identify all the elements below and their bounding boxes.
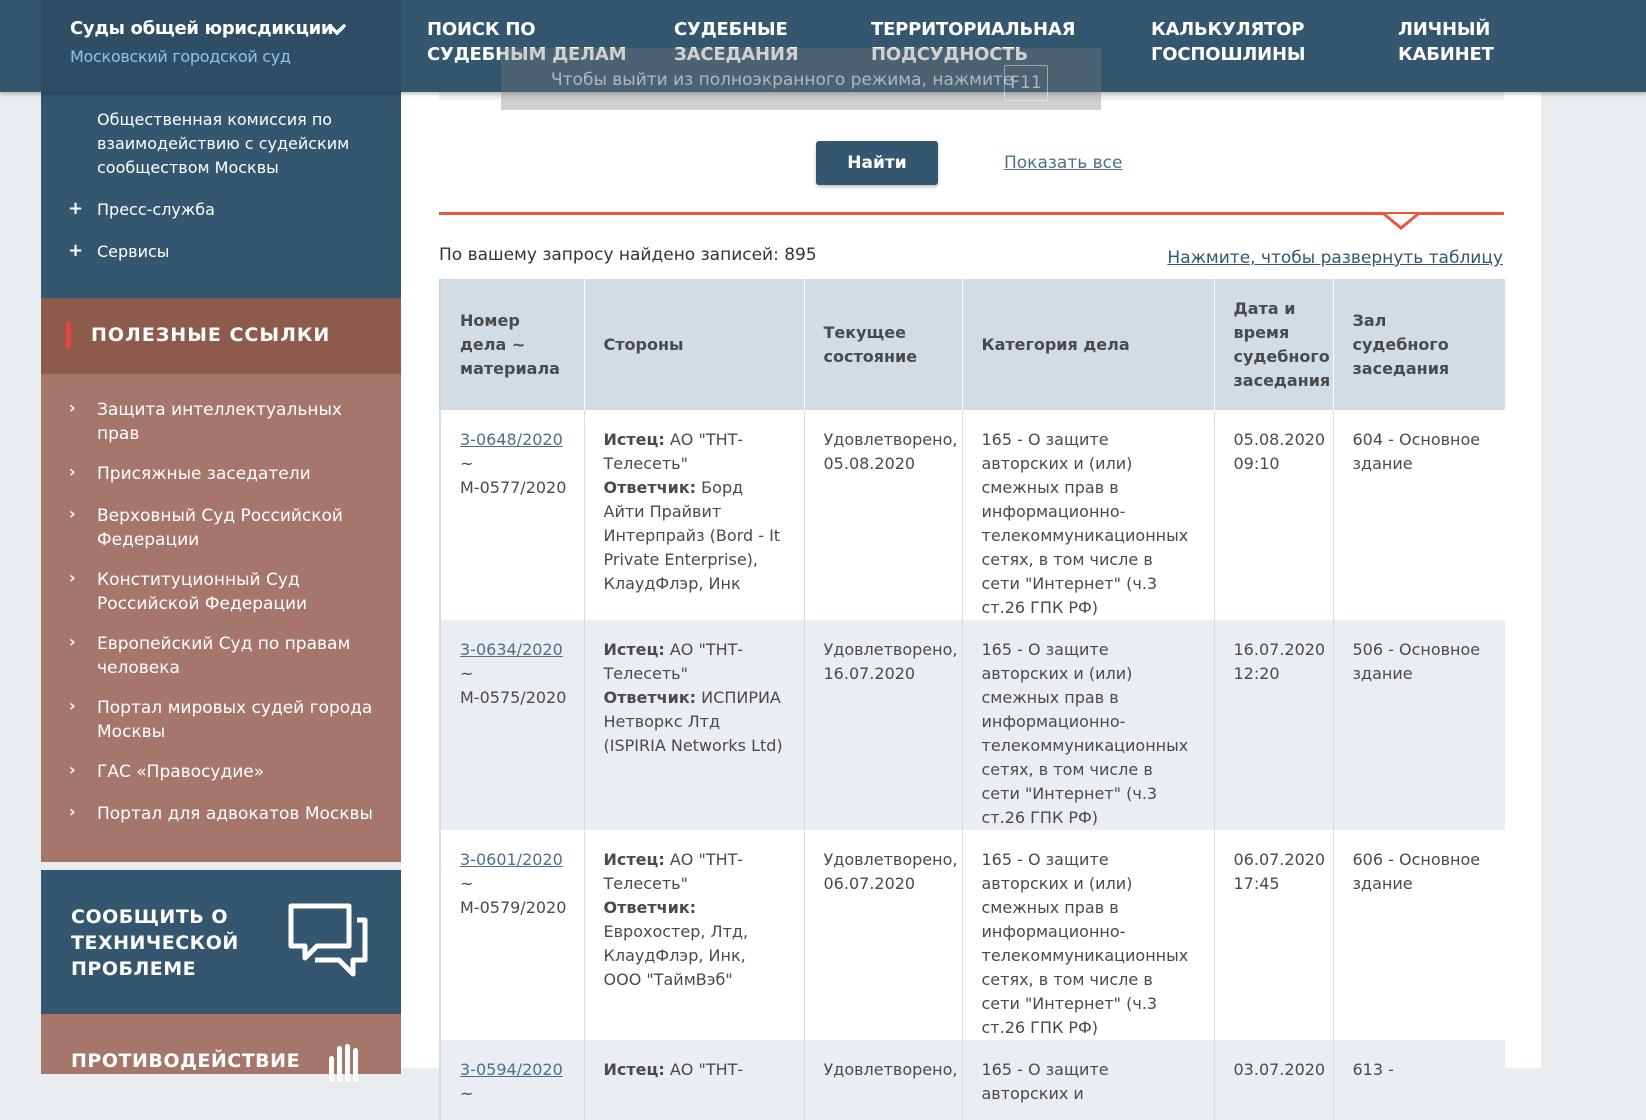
cell-datetime: 16.07.2020 12:20 <box>1214 620 1333 830</box>
cell-parties <box>584 410 804 620</box>
defendant-label: Ответчик: <box>603 478 697 497</box>
results-table <box>439 279 1505 1120</box>
case-number-link[interactable]: 3-0594/2020 <box>460 1060 563 1079</box>
left-sidebar <box>41 92 401 1072</box>
table-row <box>440 620 1505 830</box>
cell-hall: 613 - <box>1333 1040 1505 1120</box>
cell-category: 165 - О защите авторских и (или) смежных прав в информационно-телекоммуникационных сетях, в том числе в сети "Интернет" (ч.3 ст.26 ГПК РФ) <box>962 410 1214 620</box>
column-header-datetime: Дата и время судебного заседания <box>1214 279 1333 410</box>
defendant-label: Ответчик: <box>603 688 697 707</box>
table-row <box>440 1040 1505 1120</box>
nav-court-sessions-line1: СУДЕБНЫЕ <box>674 19 788 40</box>
find-button[interactable]: Найти <box>816 141 938 185</box>
chevron-right-icon: › <box>69 802 76 821</box>
useful-links-header <box>41 298 401 374</box>
material-number: ~ М-0575/2020 <box>460 664 567 707</box>
results-count: По вашему запросу найдено записей: 895 <box>439 245 817 265</box>
material-number: ~ М-0579/2020 <box>460 874 567 917</box>
column-header-case-number[interactable]: Номер дела ~ материала <box>440 279 584 410</box>
plaintiff-value: АО "ТНТ-Телесеть" <box>603 640 744 683</box>
cell-case-number <box>440 1040 584 1120</box>
cell-case-number <box>440 830 584 1040</box>
column-header-hall: Зал судебного заседания <box>1333 279 1505 410</box>
link-label[interactable]: Защита интеллектуальных прав <box>97 400 342 444</box>
link-label[interactable]: Европейский Суд по правам человека <box>97 634 351 678</box>
chevron-right-icon: › <box>69 398 76 417</box>
chevron-right-icon: › <box>69 568 76 587</box>
chat-bubbles-icon <box>287 902 369 980</box>
nav-personal-account[interactable] <box>1398 17 1494 67</box>
nav-fee-calculator-line2: ГОСПОШЛИНЫ <box>1151 44 1306 65</box>
expand-table-link[interactable]: Нажмите, чтобы развернуть таблицу <box>1167 248 1503 268</box>
nav-jurisdiction-line1: ТЕРРИТОРИАЛЬНАЯ <box>871 19 1076 40</box>
fullscreen-notice-text: Чтобы выйти из полноэкранного режима, нажмите <box>551 70 1014 90</box>
anti-corruption-label: ПРОТИВОДЕЙСТВИЕ <box>71 1050 301 1072</box>
link-label[interactable]: Конституционный Суд Российской Федерации <box>97 570 308 614</box>
defendant-label: Ответчик: <box>603 898 697 917</box>
cell-status: Удовлетворено, 05.08.2020 <box>804 410 962 620</box>
cell-hall: 506 - Основное здание <box>1333 620 1505 830</box>
cell-category: 165 - О защите авторских и (или) смежных прав в информационно-телекоммуникационных сетях, в том числе в сети "Интернет" (ч.3 ст.26 ГПК РФ) <box>962 830 1214 1040</box>
hand-icon <box>325 1042 367 1082</box>
cell-category: 165 - О защите авторских и <box>962 1040 1214 1120</box>
report-problem-label: СООБЩИТЬ О ТЕХНИЧЕСКОЙ ПРОБЛЕМЕ <box>71 906 239 980</box>
nav-court-sessions-line2: ЗАСЕДАНИЯ <box>674 44 799 65</box>
useful-links-list <box>41 374 401 862</box>
divider-notch <box>1384 212 1418 230</box>
sidebar-item-press[interactable]: Пресс-служба <box>97 200 215 219</box>
anti-corruption-banner[interactable] <box>41 1014 401 1074</box>
material-number: ~ М-0577/2020 <box>460 454 567 497</box>
nav-jurisdiction-line2: ПОДСУДНОСТЬ <box>871 44 1028 65</box>
link-label[interactable]: Верховный Суд Российской Федерации <box>97 506 343 550</box>
cell-datetime: 05.08.2020 09:10 <box>1214 410 1333 620</box>
table-row <box>440 830 1505 1040</box>
report-problem-banner[interactable] <box>41 870 401 1014</box>
chevron-right-icon: › <box>69 504 76 523</box>
nav-fee-calculator-line1: КАЛЬКУЛЯТОР <box>1151 19 1305 40</box>
column-header-parties: Стороны <box>584 279 804 410</box>
plaintiff-value: АО "ТНТ- <box>669 1060 744 1079</box>
column-header-status: Текущее состояние <box>804 279 962 410</box>
defendant-value: ИСПИРИА Нетворкс Лтд (ISPIRIA Networks Ltd) <box>603 688 783 755</box>
cell-case-number <box>440 620 584 830</box>
cell-hall: 604 - Основное здание <box>1333 410 1505 620</box>
defendant-value: Борд Айти Прайвит Интерпрайз (Bord - It Private Enterprise), КлаудФлэр, Инк <box>603 478 781 593</box>
cell-status: Удовлетворено, <box>804 1040 962 1120</box>
plus-icon[interactable]: + <box>68 198 84 219</box>
plaintiff-label: Истец: <box>603 850 665 869</box>
show-all-link[interactable]: Показать все <box>1004 153 1123 173</box>
court-name-label: Московский городской суд <box>70 47 291 66</box>
useful-links-title: ПОЛЕЗНЫЕ ССЫЛКИ <box>91 324 331 346</box>
plus-icon[interactable]: + <box>68 240 84 261</box>
plaintiff-value: АО "ТНТ-Телесеть" <box>603 430 744 473</box>
column-header-category: Категория дела <box>962 279 1214 410</box>
main-content <box>401 92 1541 1103</box>
material-number: ~ <box>460 1084 474 1103</box>
chevron-right-icon: › <box>69 696 76 715</box>
plaintiff-label: Истец: <box>603 430 665 449</box>
cell-parties <box>584 830 804 1040</box>
defendant-value: Еврохостер, Лтд, КлаудФлэр, Инк, ООО "ТаймВэб" <box>603 922 749 989</box>
case-number-link[interactable]: 3-0648/2020 <box>460 430 563 449</box>
plaintiff-label: Истец: <box>603 1060 665 1079</box>
nav-case-search-line2: СУДЕБНЫМ ДЕЛАМ <box>427 44 627 65</box>
nav-fee-calculator[interactable] <box>1151 17 1305 67</box>
link-label[interactable]: ГАС «Правосудие» <box>97 762 265 782</box>
table-row <box>440 410 1505 620</box>
cell-datetime: 06.07.2020 17:45 <box>1214 830 1333 1040</box>
nav-personal-account-line2: КАБИНЕТ <box>1398 44 1494 65</box>
cell-parties <box>584 620 804 830</box>
court-selector[interactable] <box>41 0 401 92</box>
chevron-right-icon: › <box>69 632 76 651</box>
cell-status: Удовлетворено, 06.07.2020 <box>804 830 962 1040</box>
sidebar-item-commission[interactable]: Общественная комиссия по взаимодействию с судейским сообществом Москвы <box>97 110 350 177</box>
nav-personal-account-line1: ЛИЧНЫЙ <box>1398 19 1491 40</box>
case-number-link[interactable]: 3-0634/2020 <box>460 640 563 659</box>
sidebar-item-services[interactable]: Сервисы <box>97 242 170 261</box>
accent-bar <box>66 322 71 348</box>
chevron-right-icon: › <box>69 760 76 779</box>
cell-case-number <box>440 410 584 620</box>
link-label[interactable]: Портал мировых судей города Москвы <box>97 698 373 742</box>
court-group-label: Суды общей юрисдикции <box>70 18 334 39</box>
cell-datetime: 03.07.2020 <box>1214 1040 1333 1120</box>
link-label[interactable]: Портал для адвокатов Москвы <box>97 804 373 824</box>
cell-hall: 606 - Основное здание <box>1333 830 1505 1040</box>
sidebar-menu <box>41 92 401 298</box>
fullscreen-notice-key: F11 <box>1004 65 1048 101</box>
chevron-right-icon: › <box>69 462 76 481</box>
nav-case-search-line1: ПОИСК ПО <box>427 19 536 40</box>
cell-parties <box>584 1040 804 1120</box>
link-label[interactable]: Присяжные заседатели <box>97 464 311 484</box>
case-number-link[interactable]: 3-0601/2020 <box>460 850 563 869</box>
cell-category: 165 - О защите авторских и (или) смежных прав в информационно-телекоммуникационных сетях, в том числе в сети "Интернет" (ч.3 ст.26 ГПК РФ) <box>962 620 1214 830</box>
plaintiff-label: Истец: <box>603 640 665 659</box>
plaintiff-value: АО "ТНТ-Телесеть" <box>603 850 744 893</box>
chevron-down-icon[interactable] <box>327 20 347 40</box>
table-header-row <box>440 279 1505 410</box>
cell-status: Удовлетворено, 16.07.2020 <box>804 620 962 830</box>
fullscreen-notice <box>501 48 1101 110</box>
divider-line <box>439 212 1504 215</box>
